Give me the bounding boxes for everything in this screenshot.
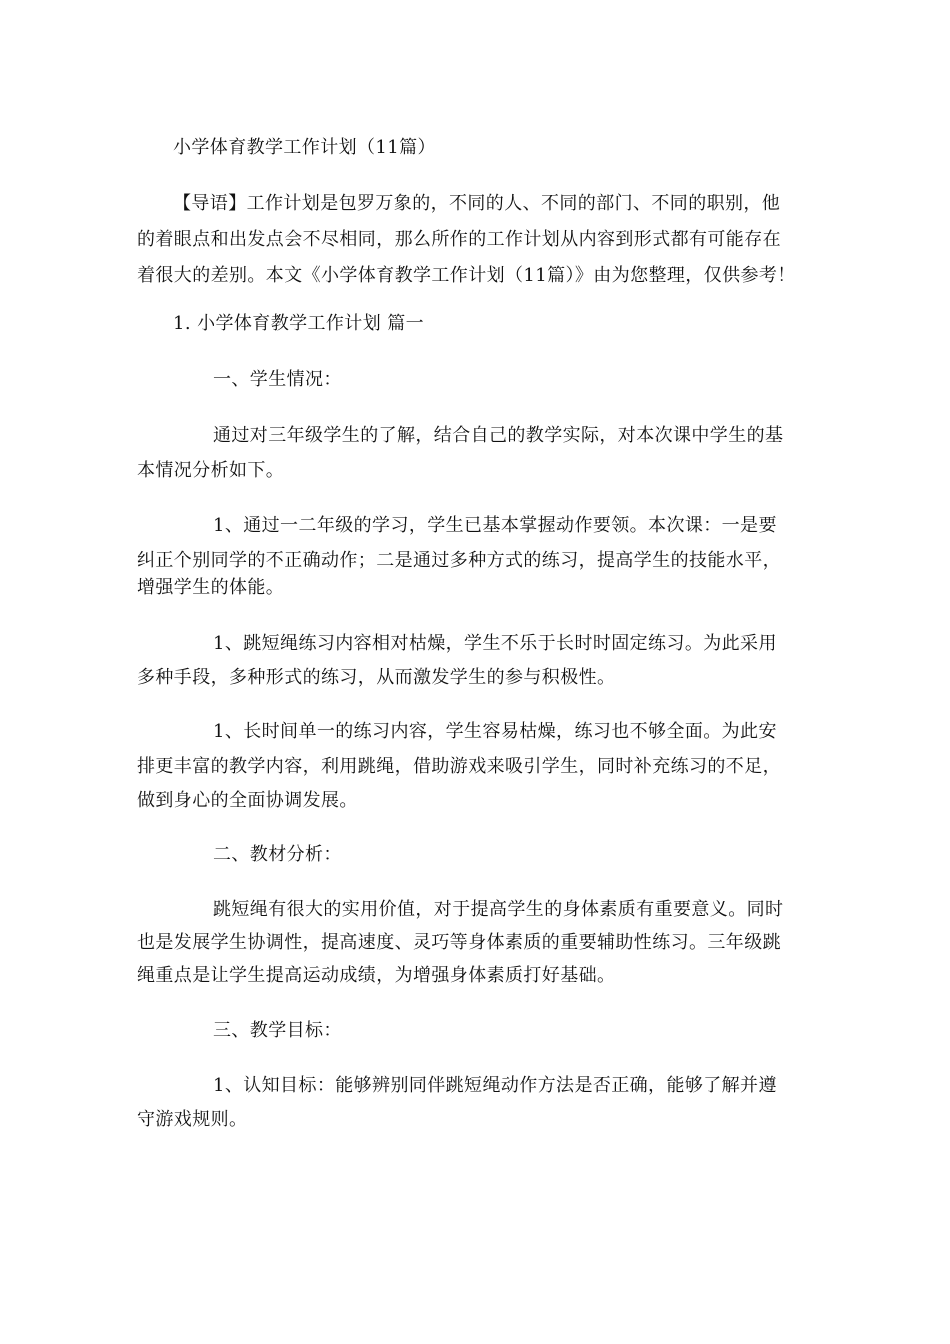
document-title: 小学体育教学工作计划（11篇） xyxy=(173,137,436,158)
paragraph-line: 增强学生的体能。 xyxy=(137,577,285,598)
paragraph-line: 通过对三年级学生的了解，结合自己的教学实际，对本次课中学生的基 xyxy=(213,425,784,446)
paragraph-line: 绳重点是让学生提高运动成绩，为增强身体素质打好基础。 xyxy=(137,965,616,986)
paragraph-line: 1、认知目标：能够辨别同伴跳短绳动作方法是否正确，能够了解并遵 xyxy=(213,1075,777,1096)
intro-line: 着很大的差别。本文《小学体育教学工作计划（11篇）》由为您整理，仅供参考！ xyxy=(137,265,796,286)
paragraph-line: 也是发展学生协调性，提高速度、灵巧等身体素质的重要辅助性练习。三年级跳 xyxy=(137,932,781,953)
paragraph-line: 纠正个别同学的不正确动作；二是通过多种方式的练习，提高学生的技能水平， xyxy=(137,550,781,571)
paragraph-line: 1、通过一二年级的学习，学生已基本掌握动作要领。本次课：一是要 xyxy=(213,515,777,536)
paragraph-line: 守游戏规则。 xyxy=(137,1109,248,1130)
paragraph-line: 1、跳短绳练习内容相对枯燥，学生不乐于长时时固定练习。为此采用 xyxy=(213,633,777,654)
part2-heading: 二、教材分析： xyxy=(213,844,342,865)
section-heading: 1. 小学体育教学工作计划 篇一 xyxy=(173,313,425,334)
paragraph-line: 排更丰富的教学内容，利用跳绳，借助游戏来吸引学生，同时补充练习的不足， xyxy=(137,756,781,777)
intro-line: 【导语】工作计划是包罗万象的，不同的人、不同的部门、不同的职别，他 xyxy=(173,193,781,214)
paragraph-line: 1、长时间单一的练习内容，学生容易枯燥，练习也不够全面。为此安 xyxy=(213,721,777,742)
part3-heading: 三、教学目标： xyxy=(213,1020,342,1041)
paragraph-line: 跳短绳有很大的实用价值，对于提高学生的身体素质有重要意义。同时 xyxy=(213,899,784,920)
part1-heading: 一、学生情况： xyxy=(213,369,342,390)
paragraph-line: 本情况分析如下。 xyxy=(137,460,285,481)
intro-line: 的着眼点和出发点会不尽相同，那么所作的工作计划从内容到形式都有可能存在 xyxy=(137,229,781,250)
paragraph-line: 做到身心的全面协调发展。 xyxy=(137,790,358,811)
paragraph-line: 多种手段，多种形式的练习，从而激发学生的参与积极性。 xyxy=(137,667,616,688)
